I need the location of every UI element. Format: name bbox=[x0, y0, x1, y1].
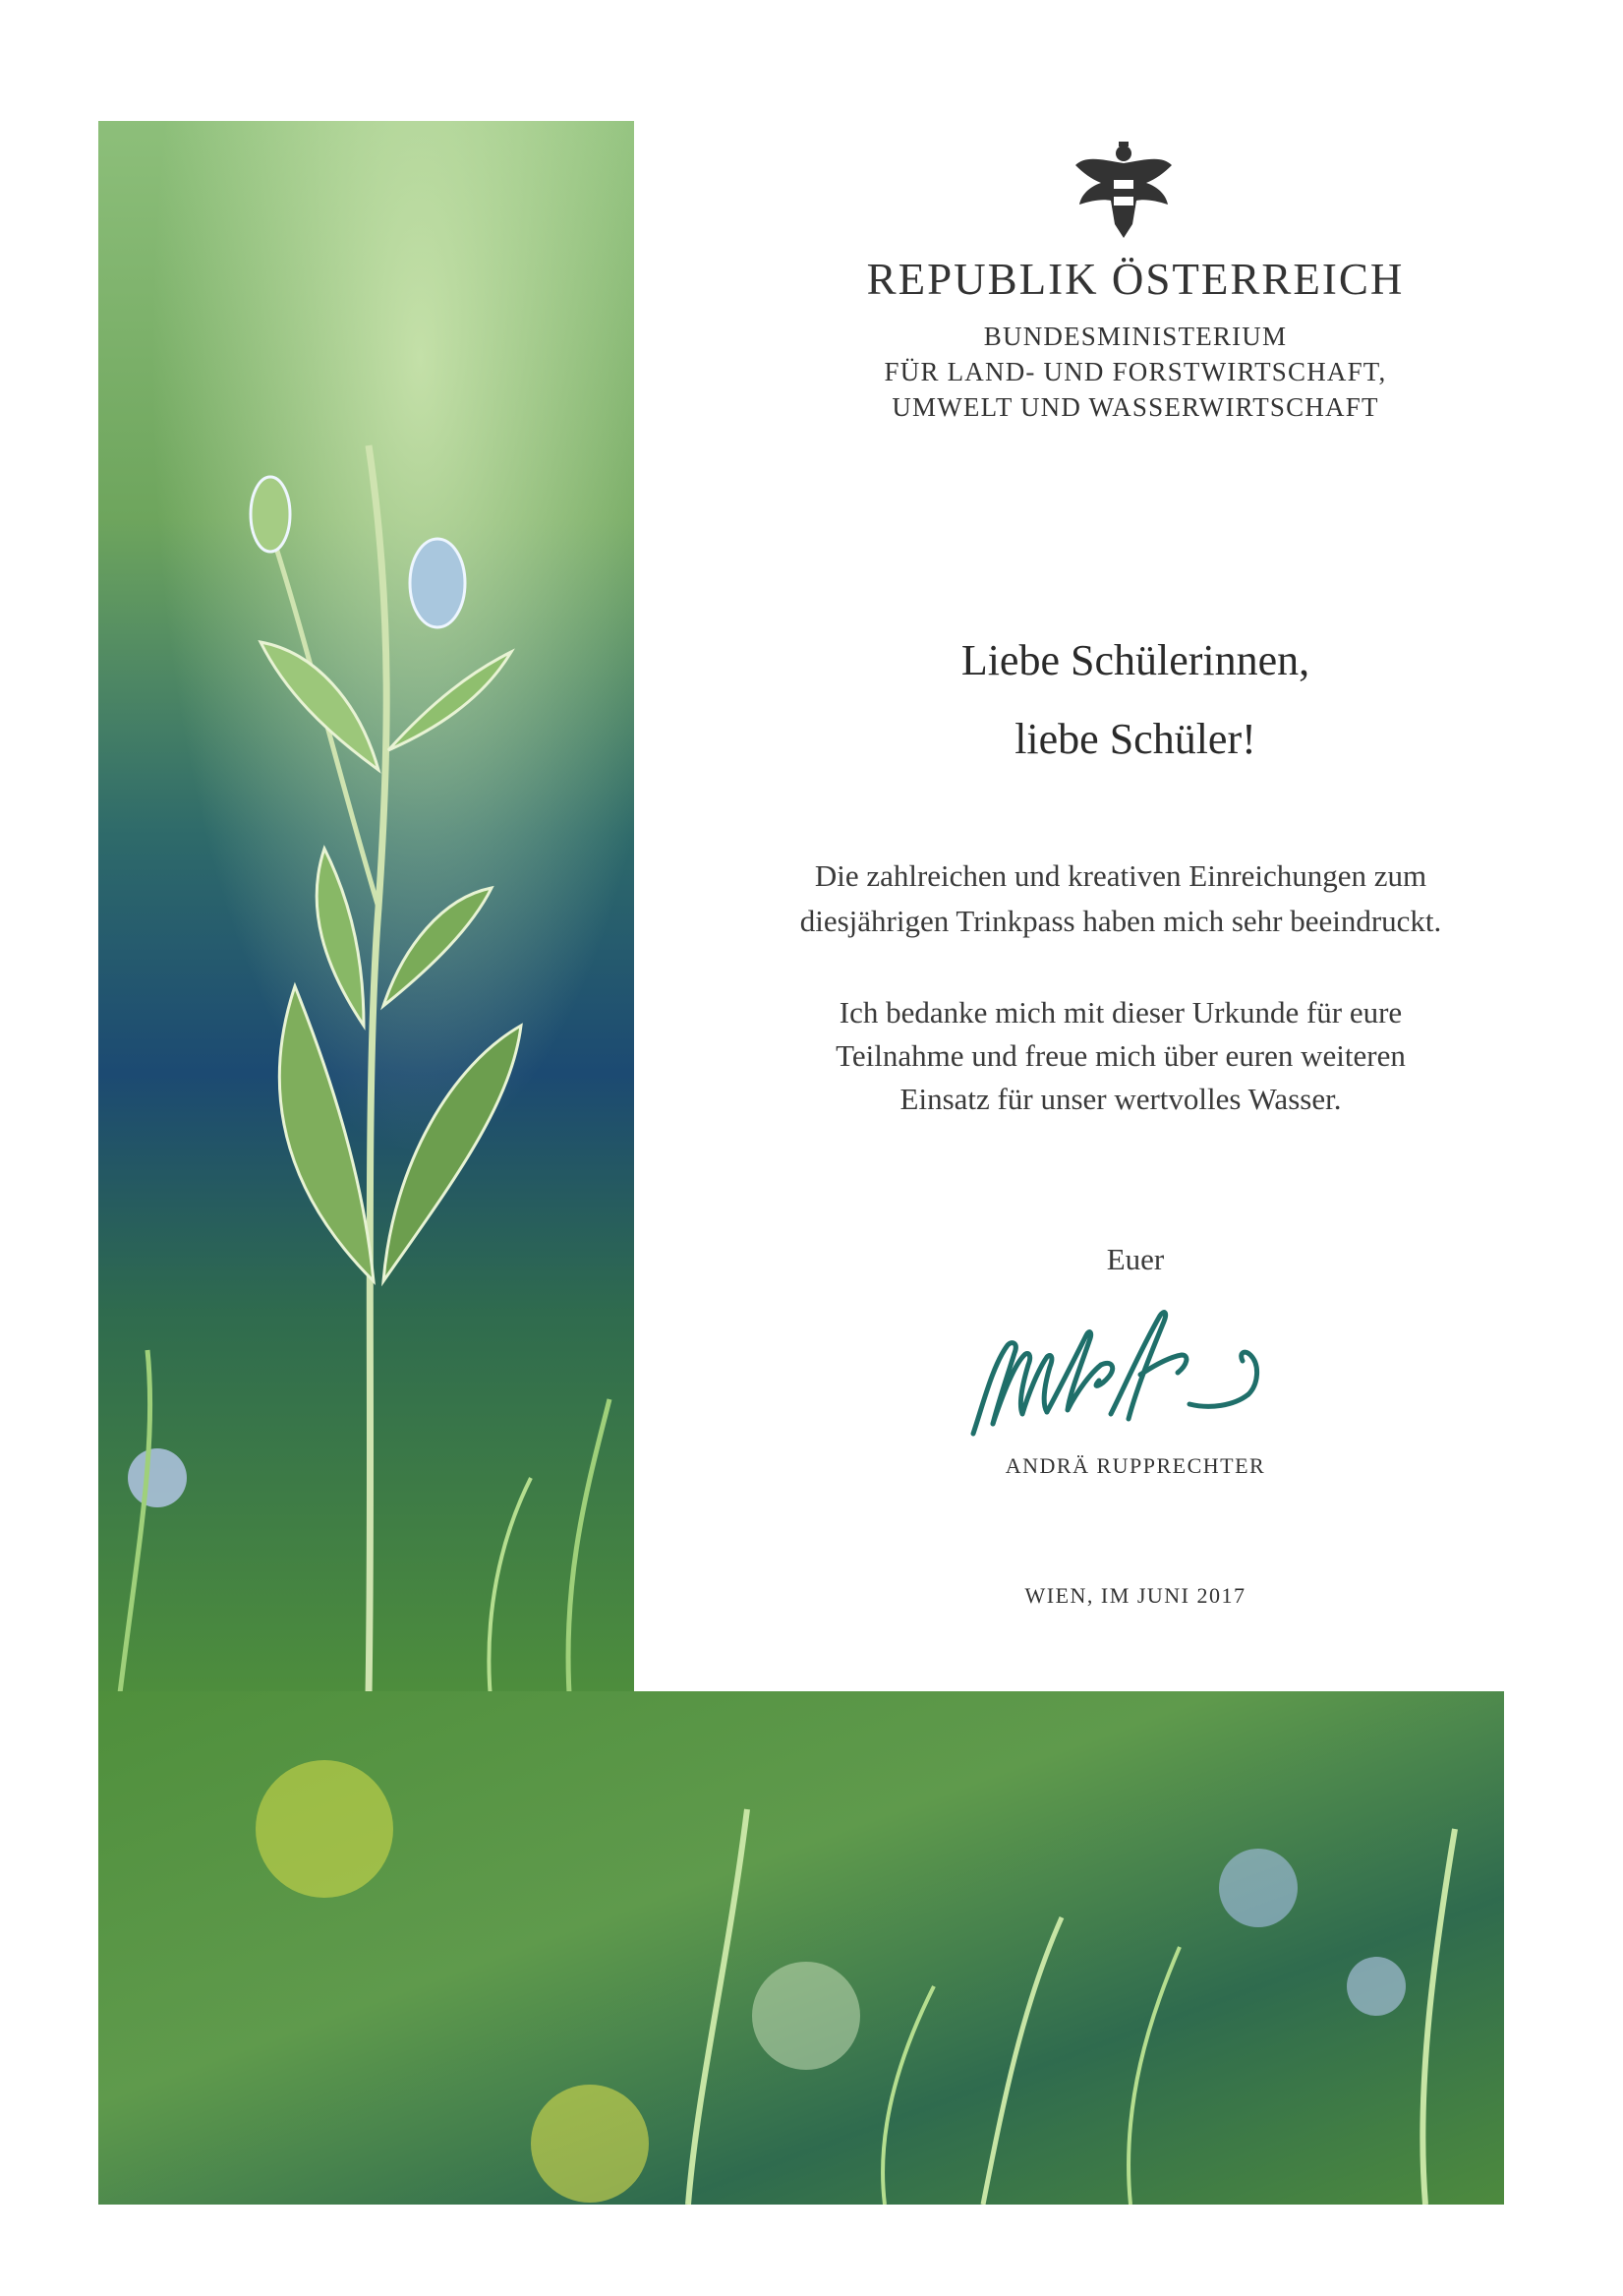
signature-icon bbox=[954, 1296, 1268, 1443]
greeting-line: Liebe Schülerinnen, bbox=[960, 636, 1310, 684]
body-text-line: diesjährigen Trinkpass haben mich sehr beeindruckt. bbox=[799, 904, 1442, 938]
ministry-line: UMWELT UND WASSERWIRTSCHAFT bbox=[892, 392, 1379, 422]
ministry-line: FÜR LAND- UND FORSTWIRTSCHAFT, bbox=[884, 357, 1387, 386]
meadow-photo-bottom bbox=[98, 1691, 1504, 2205]
republic-title: REPUBLIK ÖSTERREICH bbox=[866, 255, 1405, 304]
body-text-line: Ich bedanke mich mit dieser Urkunde für eure bbox=[839, 995, 1403, 1030]
plant-image bbox=[98, 121, 634, 1709]
austrian-eagle-coat-of-arms-icon bbox=[1072, 136, 1176, 246]
signer-name: ANDRÄ RUPPRECHTER bbox=[1005, 1453, 1266, 1478]
body-text-line: Teilnahme und freue mich über euren weiteren bbox=[836, 1038, 1406, 1073]
meadow-image bbox=[98, 1691, 1504, 2205]
body-text-line: Einsatz für unser wertvolles Wasser. bbox=[899, 1082, 1342, 1116]
body-text-line: Die zahlreichen und kreativen Einreichungen zum bbox=[814, 858, 1427, 893]
ministry-line: BUNDESMINISTERIUM bbox=[983, 322, 1288, 351]
greeting-line: liebe Schüler! bbox=[1014, 715, 1256, 763]
closing-word: Euer bbox=[1106, 1242, 1165, 1276]
meadow-photo-vertical bbox=[98, 121, 634, 1709]
place-and-date: WIEN, IM JUNI 2017 bbox=[1024, 1583, 1246, 1608]
